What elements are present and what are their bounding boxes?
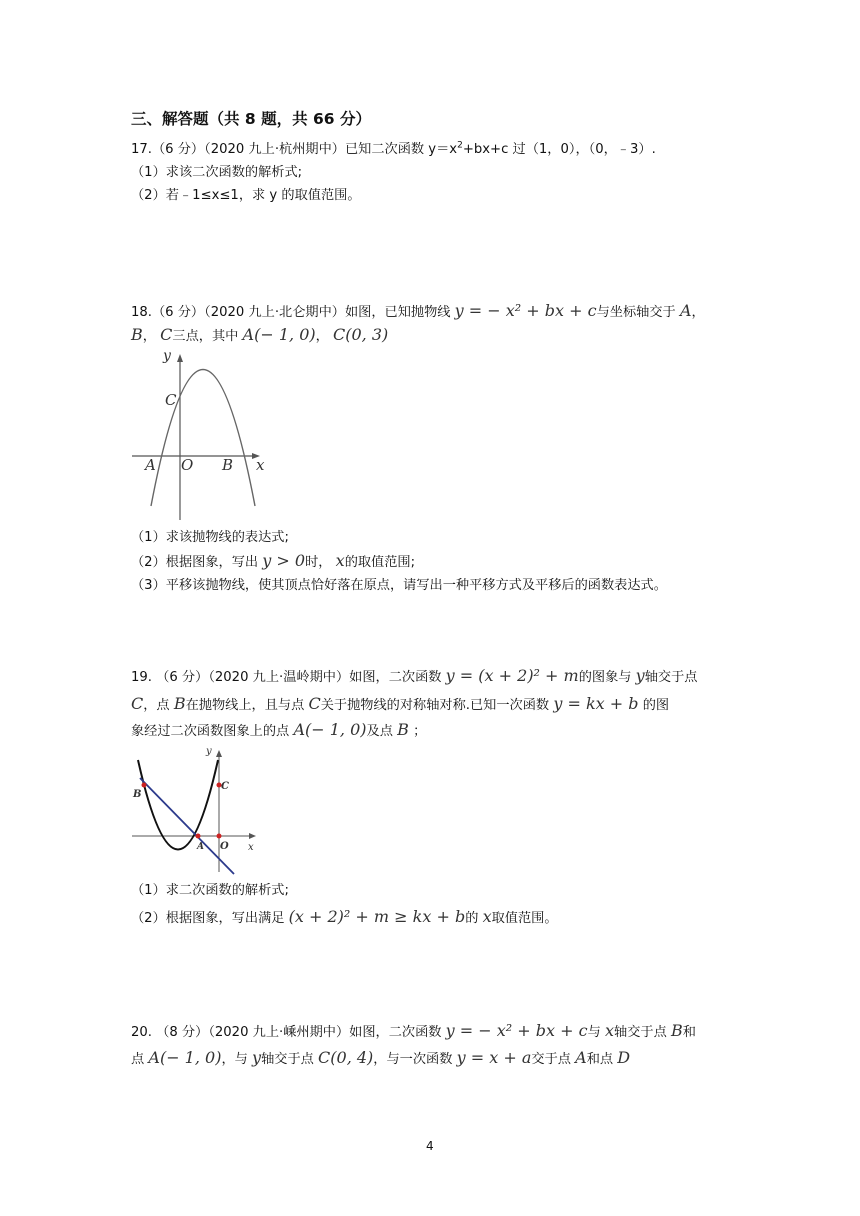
q18-stem-line2 bbox=[131, 325, 388, 347]
q19-point-O bbox=[217, 834, 222, 839]
q18-part2-x: x bbox=[335, 551, 345, 570]
q19-part2 bbox=[131, 907, 558, 929]
q19-x-axis-arrow bbox=[249, 833, 256, 839]
q20-y-axis-label: y bbox=[252, 1048, 262, 1067]
q20-stem-text: 轴交于点 bbox=[261, 1052, 314, 1067]
q19-label-x: x bbox=[248, 842, 254, 853]
q20-stem-text: 与 bbox=[587, 1025, 601, 1040]
q20-stem-line2 bbox=[131, 1048, 630, 1070]
q19-part2-text: 的 bbox=[465, 911, 479, 926]
q19-part1: （1）求二次函数的解析式; bbox=[131, 883, 289, 898]
q20-stem-text: 和点 bbox=[586, 1052, 614, 1067]
q17-stem-prefix: 17.（6 分）（2020 九上·杭州期中）已知二次函数 y＝x bbox=[131, 142, 458, 157]
q18-label-B: B bbox=[222, 456, 234, 474]
q19-point-B bbox=[142, 783, 147, 788]
q17-stem-suffix: +bx+c 过（1，0），（0，﹣3）. bbox=[462, 142, 656, 157]
q19-point-A-coords: A(− 1, 0) bbox=[293, 720, 367, 739]
q19-parabola-line-figure bbox=[130, 744, 258, 876]
q18-point-A-label: A bbox=[679, 301, 692, 320]
q18-label-C: C bbox=[165, 391, 177, 409]
q19-stem-text: 象经过二次函数图象上的点 bbox=[131, 724, 290, 739]
q18-part2-text: 的取值范围; bbox=[344, 555, 416, 570]
q19-point-B-label: B bbox=[397, 720, 409, 739]
q20-stem-text: 轴交于点 bbox=[614, 1025, 667, 1040]
q19-linear-function-line bbox=[140, 778, 234, 874]
q18-stem-comma: ， bbox=[315, 329, 329, 344]
q19-label-A: A bbox=[197, 842, 204, 852]
q20-stem-text: ，与 bbox=[221, 1052, 248, 1067]
q19-part2-text: （2）根据图象，写出满足 bbox=[131, 911, 285, 926]
q19-part2-text: 取值范围。 bbox=[491, 911, 558, 926]
q18-stem-comma: ， bbox=[142, 329, 156, 344]
q19-stem-text: 的图 bbox=[642, 698, 670, 713]
q19-stem-text: 轴交于点 bbox=[644, 670, 698, 685]
page-number: 4 bbox=[426, 1139, 434, 1153]
q18-y-axis-arrow bbox=[177, 354, 183, 362]
q18-stem-text: 18.（6 分）（2020 九上·北仑期中）如图，已知抛物线 bbox=[131, 305, 451, 320]
q19-point-C-label: C bbox=[131, 694, 144, 713]
q20-stem-text: 交于点 bbox=[531, 1052, 571, 1067]
q17-part2: （2）若﹣1≤x≤1，求 y 的取值范围。 bbox=[131, 188, 361, 203]
q20-stem-text: 点 bbox=[131, 1052, 145, 1067]
q18-point-C-label: C bbox=[160, 325, 173, 344]
q18-point-C-coords: C(0, 3) bbox=[333, 325, 389, 344]
q19-label-C: C bbox=[221, 781, 229, 792]
q19-point-B-label: B bbox=[173, 694, 186, 713]
q17-part1: （1）求该二次函数的解析式; bbox=[131, 165, 303, 180]
q18-part3: （3）平移该抛物线，使其顶点恰好落在原点，请写出一种平移方式及平移后的函数表达式。 bbox=[131, 578, 667, 593]
q20-line-formula: y = x + a bbox=[456, 1048, 532, 1067]
q17-exponent: 2 bbox=[457, 140, 463, 151]
q18-parabola-formula: y = − x² + bx + c bbox=[454, 301, 597, 320]
q18-part1: （1）求该抛物线的表达式; bbox=[131, 530, 289, 545]
q20-point-C-coords: C(0, 4) bbox=[318, 1048, 374, 1067]
q19-line-formula: y = kx + b bbox=[553, 694, 639, 713]
q18-point-B-label: B bbox=[131, 325, 143, 344]
q18-parabola-curve bbox=[151, 370, 255, 507]
q18-stem-text: 与坐标轴交于 bbox=[596, 305, 676, 320]
q18-stem-line1 bbox=[131, 301, 705, 323]
q19-stem-text: 关于抛物线的对称轴对称.已知一次函数 bbox=[320, 698, 550, 713]
q19-stem-text: 的图象与 bbox=[578, 670, 632, 685]
q19-stem-line3 bbox=[131, 720, 426, 742]
q19-stem-line1 bbox=[131, 666, 697, 688]
q18-part2-inequality: y > 0 bbox=[262, 551, 306, 570]
q19-stem-text: 19. （6 分）（2020 九上·温岭期中）如图，二次函数 bbox=[131, 670, 442, 685]
q18-label-y: y bbox=[163, 348, 171, 364]
q18-label-x: x bbox=[256, 456, 265, 474]
q19-parabola-formula: y = (x + 2)² + m bbox=[445, 666, 579, 685]
q18-label-A: A bbox=[145, 456, 156, 474]
q18-parabola-figure bbox=[128, 346, 278, 524]
q19-stem-text: 及点 bbox=[366, 724, 393, 739]
q19-y-axis-label: y bbox=[635, 666, 645, 685]
q18-stem-comma: ， bbox=[691, 305, 705, 320]
q19-part2-x: x bbox=[482, 907, 492, 926]
q19-label-O: O bbox=[220, 841, 229, 852]
q20-point-A-label: A bbox=[575, 1048, 587, 1067]
q18-part2-text: 时， bbox=[305, 555, 332, 570]
q20-point-A-coords: A(− 1, 0) bbox=[148, 1048, 222, 1067]
q19-stem-line2 bbox=[131, 694, 669, 716]
q19-y-axis-arrow bbox=[216, 750, 222, 757]
q18-part2 bbox=[131, 551, 415, 573]
q20-stem-text: ，与一次函数 bbox=[373, 1052, 453, 1067]
q19-stem-text: ； bbox=[413, 724, 427, 739]
q20-point-D-label: D bbox=[617, 1048, 631, 1067]
q19-stem-text: 在抛物线上，且与点 bbox=[185, 698, 305, 713]
q17-stem bbox=[131, 140, 656, 160]
q20-stem-text: 20. （8 分）（2020 九上·嵊州期中）如图，二次函数 bbox=[131, 1025, 442, 1040]
q18-label-O: O bbox=[181, 456, 194, 474]
q20-stem-line1 bbox=[131, 1021, 696, 1043]
q19-label-y: y bbox=[206, 746, 212, 757]
q20-parabola-formula: y = − x² + bx + c bbox=[445, 1021, 588, 1040]
q18-part2-text: （2）根据图象，写出 bbox=[131, 555, 259, 570]
q19-point-A bbox=[196, 834, 201, 839]
q20-stem-text: 和 bbox=[682, 1025, 696, 1040]
q19-part2-inequality: (x + 2)² + m ≥ kx + b bbox=[288, 907, 466, 926]
q19-point-C-label: C bbox=[308, 694, 321, 713]
q20-point-B-label: B bbox=[670, 1021, 683, 1040]
q18-stem-text: 三点，其中 bbox=[172, 329, 239, 344]
q20-x-axis-label: x bbox=[605, 1021, 615, 1040]
section-heading: 三、解答题（共 8 题，共 66 分） bbox=[131, 110, 371, 128]
q18-point-A-coords: A(− 1, 0) bbox=[242, 325, 316, 344]
q19-label-B: B bbox=[133, 789, 142, 800]
q19-stem-text: ，点 bbox=[143, 698, 170, 713]
